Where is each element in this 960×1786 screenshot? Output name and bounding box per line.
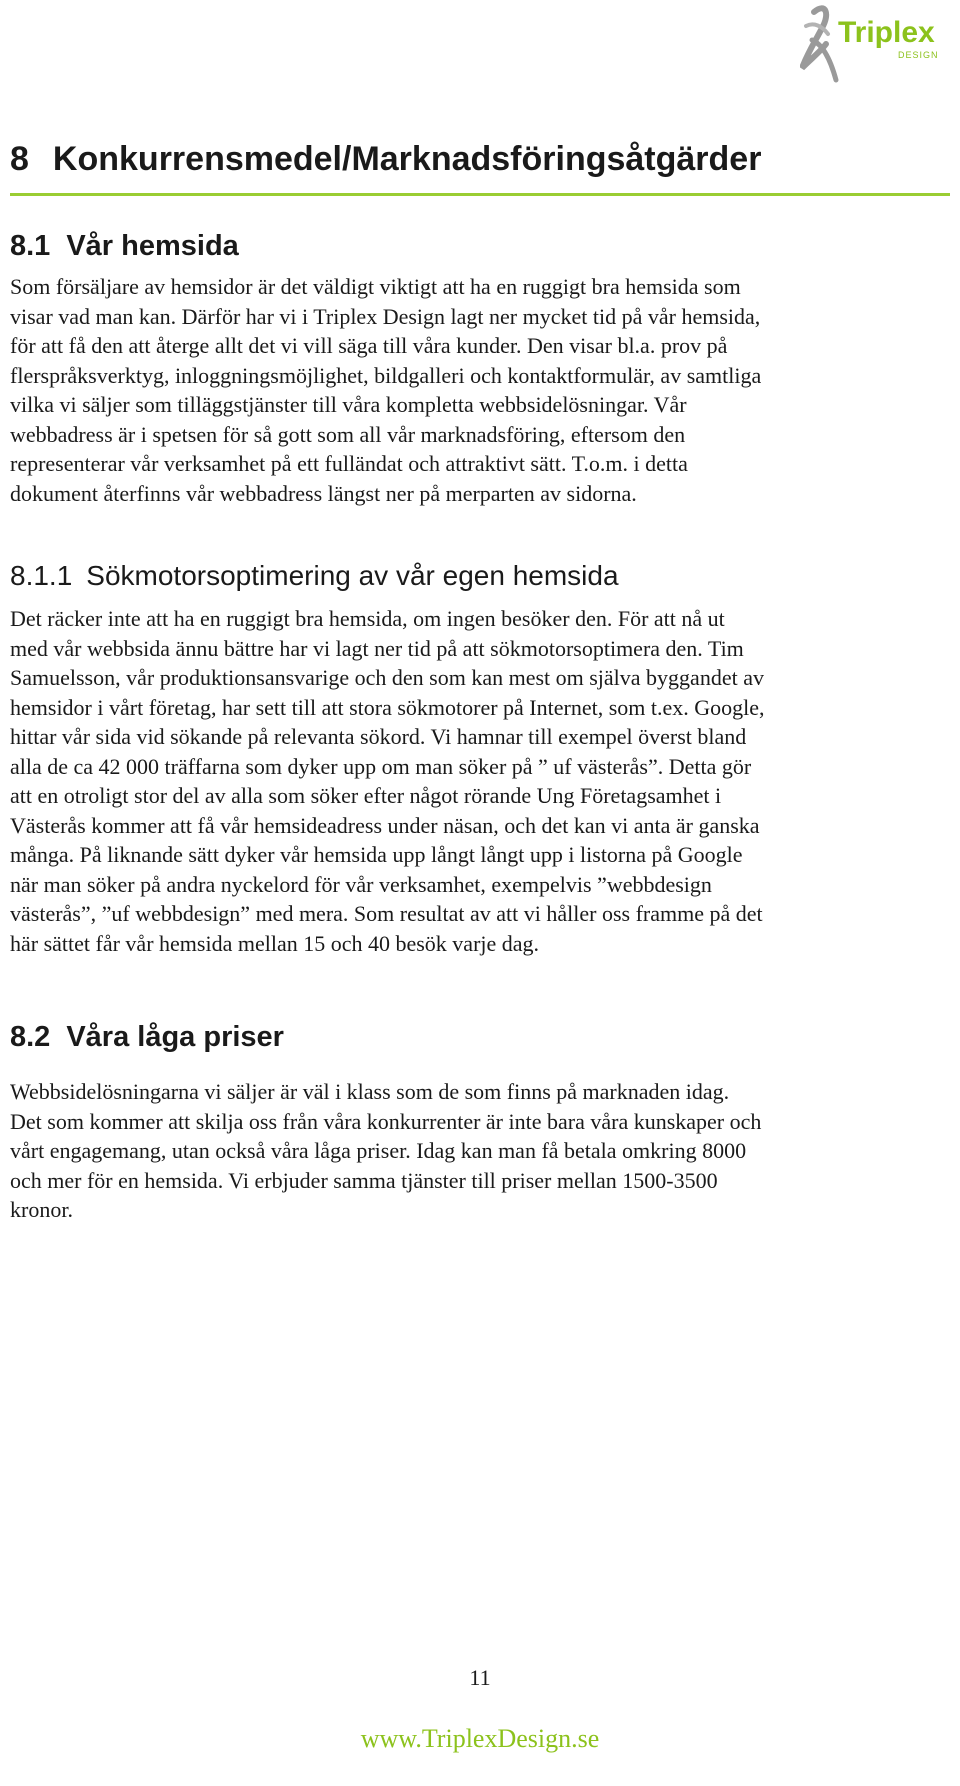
chapter-number: 8 — [10, 140, 29, 178]
section-paragraph — [10, 1077, 761, 1225]
paragraph-line: visar vad man kan. Därför har vi i Triplex Design lagt ner mycket tid på vår hemsida, — [10, 303, 761, 329]
section-paragraph — [10, 272, 761, 508]
paragraph-line: kronor. — [10, 1197, 73, 1222]
paragraph-line: Samuelsson, vår produktionsansvarige och den som kan mest om själva byggandet av — [10, 665, 764, 690]
section-number: 8.1 — [10, 230, 51, 262]
triplex-logo — [800, 0, 960, 90]
paragraph-line: för att få den att återge allt det vi vill säga till våra kunder. Den visar bl.a. prov på — [10, 333, 728, 358]
paragraph-line: med vår webbsida ännu bättre har vi lagt ner tid på att sökmotorsoptimera den. Tim — [10, 635, 744, 661]
paragraph-line: här sättet får vår hemsida mellan 15 och 40 besök varje dag. — [10, 930, 540, 956]
paragraph-line: hemsidor i vårt företag, har sett till att stora sökmotorer på Internet, som t.ex. Google, — [10, 694, 765, 720]
subsection-number: 8.1.1 — [10, 560, 73, 591]
paragraph-line: webbadress är i spetsen för så gott som all vår marknadsföring, eftersom den — [10, 421, 686, 447]
paragraph-line: många. På liknande sätt dyker vår hemsida upp långt långt upp i listorna på Google — [10, 842, 743, 867]
paragraph-line: Det räcker inte att ha en ruggigt bra hemsida, om ingen besöker den. För att nå ut — [10, 606, 725, 631]
paragraph-line: representerar vår verksamhet på ett fulländat och attraktivt sätt. T.o.m. i detta — [10, 451, 688, 476]
paragraph-line: och mer för en hemsida. Vi erbjuder samma tjänster till priser mellan 1500-3500 — [10, 1167, 718, 1193]
chapter-divider — [10, 193, 950, 196]
chapter-heading — [10, 140, 761, 179]
paragraph-line: alla de ca 42 000 träffarna som dyker upp om man söker på ” uf västerås”. Detta gör — [10, 753, 752, 779]
paragraph-line: dokument återfinns vår webbadress längst ner på merparten av sidorna. — [10, 480, 637, 506]
paragraph-line: när man söker på andra nyckelord för vår verksamhet, exempelvis ”webbdesign — [10, 871, 712, 897]
logo-wordmark: Triplex — [838, 16, 935, 49]
paragraph-line: vårt engagemang, utan också våra låga priser. Idag kan man få betala omkring 8000 — [10, 1138, 747, 1163]
logo-subtext: DESIGN — [898, 50, 939, 60]
section-title: Vår hemsida — [66, 230, 239, 262]
subsection-heading — [10, 560, 619, 592]
page-number: 11 — [469, 1665, 491, 1690]
paragraph-line: Webbsidelösningarna vi säljer är väl i klass som de som finns på marknaden idag. — [10, 1079, 730, 1104]
paragraph-line: hittar vår sida vid sökande på relevanta sökord. Vi hamnar till exempel överst bland — [10, 724, 747, 749]
paragraph-line: att en otroligt stor del av alla som söker efter något rörande Ung Företagsamhet i — [10, 783, 722, 808]
section-title: Våra låga priser — [66, 1021, 284, 1053]
section-heading — [10, 1021, 284, 1054]
paragraph-line: flerspråksverktyg, inloggningsmöjlighet, bildgalleri och kontaktformulär, av samtliga — [10, 362, 762, 388]
paragraph-line: Det som kommer att skilja oss från våra konkurrenter är inte bara våra kunskaper och — [10, 1108, 762, 1134]
paragraph-line: Som försäljare av hemsidor är det väldigt viktigt att ha en ruggigt bra hemsida som — [10, 274, 741, 299]
footer-website-link[interactable]: www.TriplexDesign.se — [360, 1724, 600, 1753]
subsection-title: Sökmotorsoptimering av vår egen hemsida — [86, 560, 619, 591]
section-paragraph — [10, 604, 765, 958]
section-heading — [10, 230, 239, 263]
chapter-title: Konkurrensmedel/Marknadsföringsåtgärder — [52, 140, 762, 178]
paragraph-line: Västerås kommer att få vår hemsideadress under näsan, och det kan vi anta är ganska — [10, 812, 760, 838]
section-number: 8.2 — [10, 1021, 51, 1053]
swirl-icon — [802, 8, 836, 80]
paragraph-line: vilka vi säljer som tilläggstjänster till våra kompletta webbsidelösningar. Vår — [10, 392, 687, 417]
paragraph-line: västerås”, ”uf webbdesign” med mera. Som resultat av att vi håller oss framme på det — [10, 901, 763, 926]
